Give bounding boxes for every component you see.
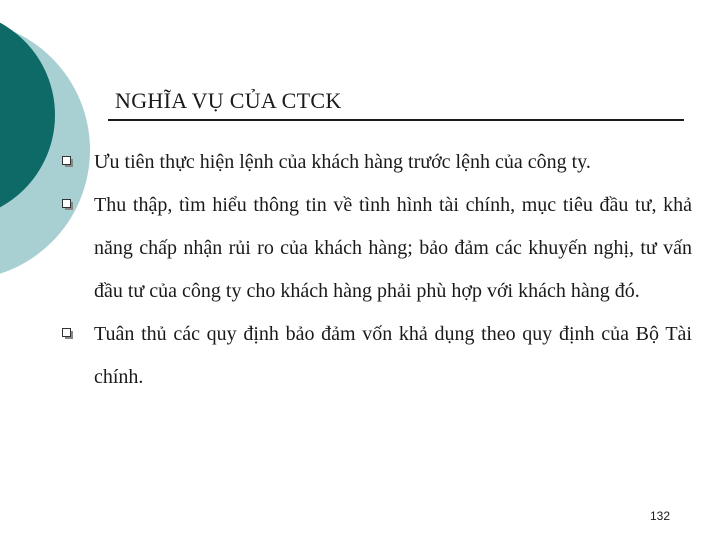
bullet-text: Tuân thủ các quy định bảo đảm vốn khả dụng theo quy định của Bộ Tài chính. <box>94 323 692 388</box>
hollow-square-bullet-icon <box>62 328 73 339</box>
bullet-text: Ưu tiên thực hiện lệnh của khách hàng trước lệnh của công ty. <box>94 151 591 173</box>
slide-title: NGHĨA VỤ CỦA CTCK <box>115 88 342 113</box>
bullet-text: Thu thập, tìm hiểu thông tin về tình hình tài chính, mục tiêu đầu tư, khả năng chấp nhận rủi ro của khách hàng; bảo đảm các khuyến nghị, tư vấn đầu tư của công ty cho khách hàng phải phù hợp với khách hàng đó. <box>94 194 692 302</box>
bullet-item-1 <box>62 141 692 184</box>
bullet-list <box>62 141 692 399</box>
bullet-item-2 <box>62 184 692 313</box>
page-number: 132 <box>649 509 671 523</box>
bullet-item-3 <box>62 313 692 399</box>
hollow-square-bullet-icon <box>62 199 73 210</box>
hollow-square-bullet-icon <box>62 156 73 167</box>
title-underline <box>108 119 684 121</box>
